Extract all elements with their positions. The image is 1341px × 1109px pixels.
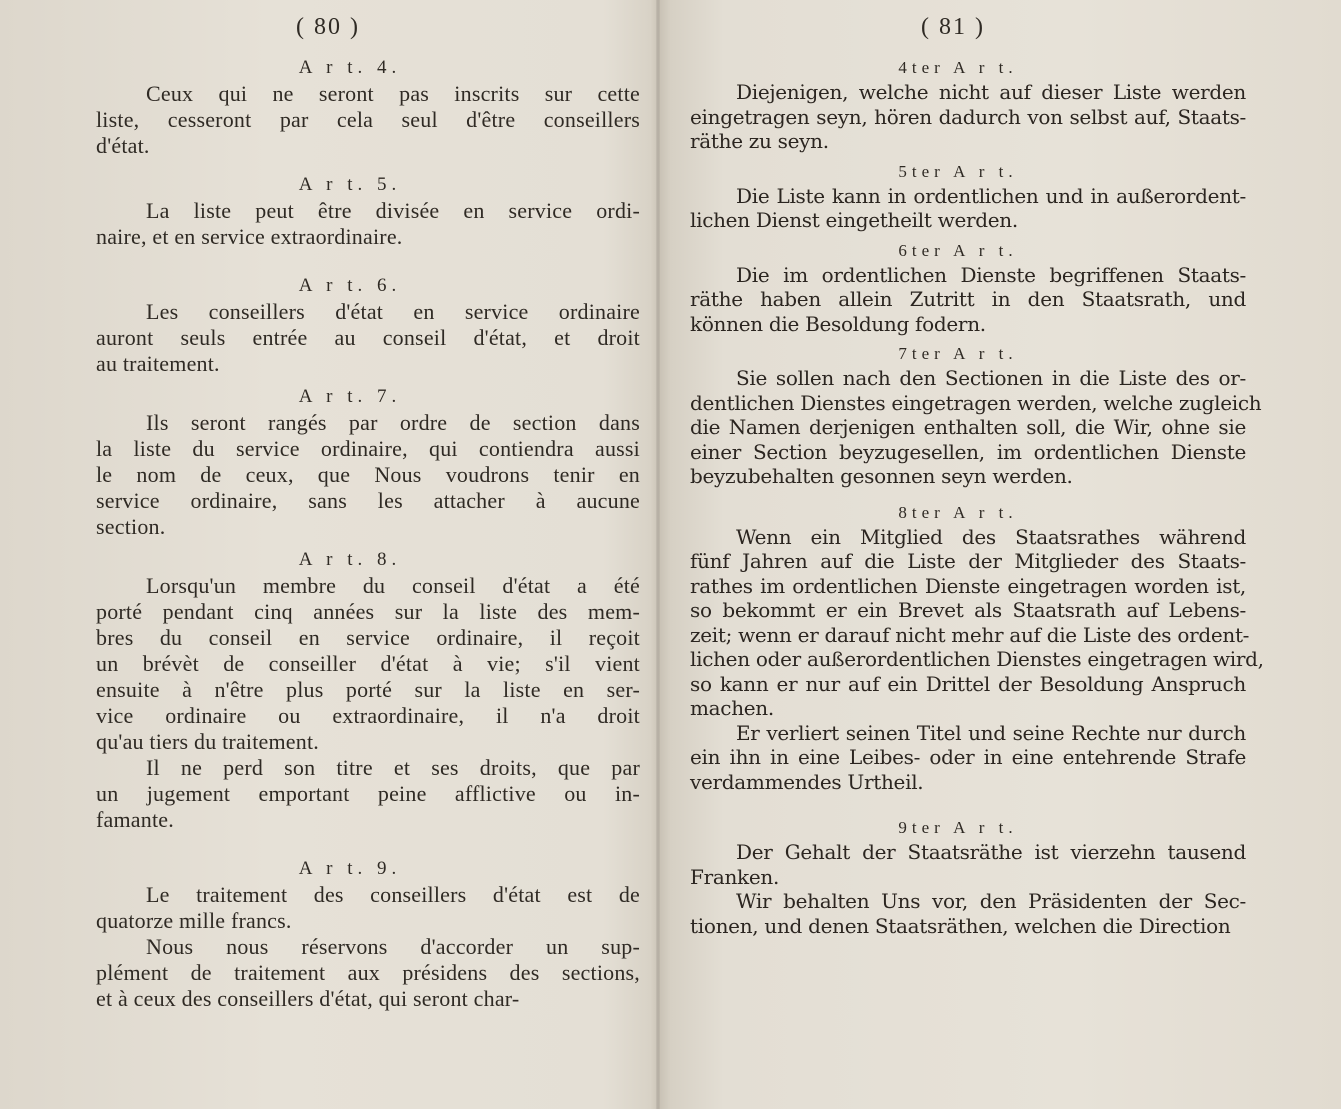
text-line: la liste du service ordinaire, qui contiendra aussi <box>96 436 640 461</box>
text-line: rathes im ordentlichen Dienste eingetragen worden ist, <box>690 573 1246 598</box>
text-line: so bekommt er ein Brevet als Staatsrath auf Lebens- <box>690 598 1246 622</box>
article-paragraph <box>690 524 1264 721</box>
article-paragraph <box>690 184 1246 233</box>
text-line: d'état. <box>96 133 150 158</box>
text-line: Wenn ein Mitglied des Staatsrathes während <box>736 524 1246 549</box>
article-spacer <box>96 159 640 171</box>
text-line: beyzubehalten gesonnen seyn werden. <box>690 464 1073 488</box>
text-line: auront seuls entrée au conseil d'état, et droit <box>96 325 640 350</box>
article-heading: 4ter A r t. <box>898 58 1018 77</box>
article-heading: A r t. 9. <box>298 858 402 879</box>
article-heading: 8ter A r t. <box>898 502 1018 522</box>
right-page-german <box>690 0 1264 1109</box>
article-heading: A r t. 7. <box>298 386 402 407</box>
text-line: Ils seront rangés par ordre de section dans <box>146 410 640 435</box>
article-heading: A r t. 4. <box>298 57 402 78</box>
text-line: ensuite à n'être plus porté sur la liste en ser- <box>96 677 640 702</box>
text-line: et à ceux des conseillers d'état, qui seront char- <box>96 986 520 1011</box>
article-paragraph <box>690 889 1246 938</box>
article-paragraph <box>690 840 1246 889</box>
text-line: vice ordinaire ou extraordinaire, il n'a droit <box>96 703 640 728</box>
article-paragraph <box>96 81 640 159</box>
text-line: liste, cesseront par cela seul d'être conseillers <box>96 107 640 132</box>
text-line: können die Besoldung fodern. <box>690 311 986 336</box>
text-line: Les conseillers d'état en service ordinaire <box>146 299 640 324</box>
text-line: räthe haben allein Zutritt in den Staatsrath, und <box>690 287 1246 311</box>
article-spacer <box>690 489 1246 501</box>
text-line: einer Section beyzugesellen, im ordentlichen Dienste <box>690 439 1246 464</box>
article-heading: 7ter A r t. <box>898 344 1018 363</box>
text-line: Franken. <box>690 864 780 889</box>
page-number: ( 81 ) <box>921 14 985 40</box>
article-paragraph <box>690 721 1246 795</box>
right-page-body <box>690 56 1264 938</box>
text-line: die Namen derjenigen enthalten soll, die Wir, ohne sie <box>690 415 1246 439</box>
text-line: famante. <box>96 807 174 832</box>
text-line: plément de traitement aux présidens des sections, <box>96 960 640 985</box>
text-line: naire, et en service extraordinaire. <box>96 224 403 249</box>
article-paragraph <box>690 80 1246 154</box>
text-line: zeit; wenn er darauf nicht mehr auf die Liste des ordent- <box>690 622 1250 647</box>
text-line: Er verliert seinen Titel und seine Rechte nur durch <box>736 720 1246 745</box>
article-heading: A r t. 6. <box>298 275 402 296</box>
text-line: un brévèt de conseiller d'état à vie; s'il vient <box>96 651 640 676</box>
text-line: fünf Jahren auf die Liste der Mitglieder des Staats- <box>690 549 1246 573</box>
article-paragraph <box>96 198 640 250</box>
text-line: au traitement. <box>96 351 220 376</box>
article-paragraph <box>96 882 640 934</box>
article-paragraph <box>96 755 640 833</box>
text-line: le nom de ceux, que Nous voudrons tenir en <box>96 462 640 487</box>
text-line: quatorze mille francs. <box>96 908 292 933</box>
text-line: section. <box>96 514 166 539</box>
text-line: service ordinaire, sans les attacher à aucune <box>96 488 640 513</box>
book-gutter <box>656 0 660 1109</box>
text-line: machen. <box>690 696 774 720</box>
left-page-french <box>96 0 640 1109</box>
text-line: Die im ordentlichen Dienste begriffenen Staats- <box>736 262 1246 287</box>
text-line: ein ihn in eine Leibes- oder in eine entehrende Strafe <box>690 745 1246 769</box>
text-line: lichen Dienst eingetheilt werden. <box>690 208 1018 232</box>
text-line: Die Liste kann in ordentlichen und in außerordent- <box>736 183 1246 208</box>
article-paragraph <box>690 366 1262 489</box>
text-line: porté pendant cinq années sur la liste des mem- <box>96 599 640 624</box>
article-paragraph <box>96 410 640 540</box>
article-spacer <box>96 833 640 855</box>
article-heading: 9ter A r t. <box>898 818 1018 837</box>
text-line: qu'au tiers du traitement. <box>96 729 319 754</box>
text-line: so kann er nur auf ein Drittel der Besoldung Anspruch <box>690 671 1246 696</box>
article-paragraph <box>690 263 1246 337</box>
text-line: eingetragen seyn, hören dadurch von selbst auf, Staats- <box>690 104 1246 129</box>
text-line: Ceux qui ne seront pas inscrits sur cette <box>146 81 640 106</box>
article-paragraph <box>96 299 640 377</box>
text-line: La liste peut être divisée en service ordi- <box>146 198 640 223</box>
article-heading: A r t. 5. <box>298 174 402 195</box>
text-line: Nous nous réservons d'accorder un sup- <box>146 934 640 959</box>
article-heading: A r t. 8. <box>298 549 402 570</box>
text-line: Der Gehalt der Staatsräthe ist vierzehn tausend <box>736 840 1246 864</box>
article-heading: 6ter A r t. <box>898 240 1018 260</box>
article-spacer <box>690 794 1246 816</box>
left-page-body <box>96 54 640 1012</box>
text-line: Il ne perd son titre et ses droits, que par <box>146 755 640 780</box>
text-line: Lorsqu'un membre du conseil d'état a été <box>146 573 640 598</box>
text-line: lichen oder außerordentlichen Dienstes eingetragen wird, <box>690 647 1264 671</box>
text-line: Le traitement des conseillers d'état est de <box>146 882 640 907</box>
text-line: räthe zu seyn. <box>690 129 829 153</box>
text-line: verdammendes Urtheil. <box>690 769 924 794</box>
text-line: Diejenigen, welche nicht auf dieser Liste werden <box>736 80 1246 104</box>
text-line: Sie sollen nach den Sectionen in die Liste des or- <box>736 366 1246 390</box>
article-paragraph <box>96 573 640 755</box>
text-line: bres du conseil en service ordinaire, il reçoit <box>96 625 640 650</box>
page-number: ( 80 ) <box>296 14 360 40</box>
text-line: dentlichen Dienstes eingetragen werden, welche zugleich <box>690 390 1262 415</box>
text-line: un jugement emportant peine afflictive ou in- <box>96 781 640 806</box>
article-heading: 5ter A r t. <box>898 161 1018 181</box>
article-spacer <box>96 250 640 272</box>
text-line: Wir behalten Uns vor, den Präsidenten der Sec- <box>736 889 1246 913</box>
text-line: tionen, und denen Staatsräthen, welchen die Direction <box>690 913 1231 938</box>
article-paragraph <box>96 934 640 1012</box>
